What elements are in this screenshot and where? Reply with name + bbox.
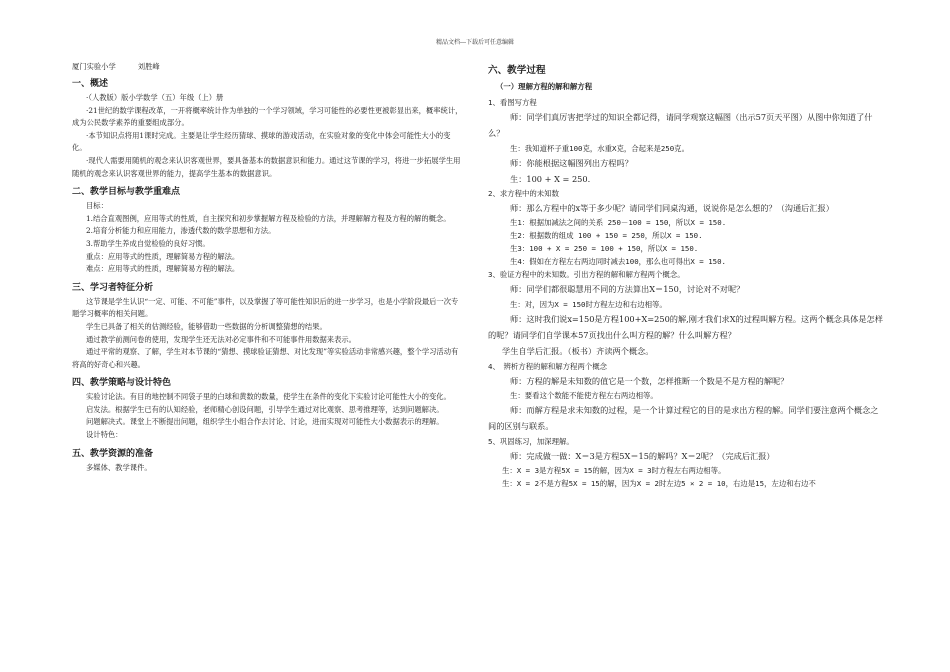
dialogue-line: 生4：假如在方程左右两边同时减去100，那么也可得出X = 150. (510, 257, 726, 267)
dialogue-line: 师：而解方程是求未知数的过程，是一个计算过程它的目的是求出方程的解。同学们要注意两个概念之间的区别与联系。 (488, 404, 879, 432)
dialogue-line: 师：你能根据这幅图列出方程吗？ (510, 157, 633, 168)
dialogue-line: 师：同学们都很聪慧用不同的方法算出X＝150，讨论对不对呢？ (510, 284, 745, 295)
step-heading: 2、求方程中的未知数 (488, 189, 559, 199)
section-goals-title: 二、教学目标与教学重难点 (72, 187, 181, 198)
dialogue-line: 生2：根据数的组成 100 + 150 = 250，所以X = 150. (510, 231, 703, 241)
overview-paragraph: ·21世纪的数学课程改革，一开将概率统计作为单独的一个学习领域，学习可能性的必要性更被彰显出来，概率统计，成为公民数学素养的重要组成部分。 (72, 105, 463, 128)
learner-paragraph: 通过平常的观察、了解，学生对本节课的“猜想、摸球验证猜想、对比发现”等实验活动非常感兴趣，整个学习活动有将高的好奇心和兴趣。 (72, 347, 459, 369)
learner-paragraph: 通过教学前测问卷的使用，发现学生还无法对必定事件和不可能事件用数据来表示。 (86, 334, 356, 344)
strategy-paragraph: 启发法。根据学生已有的认知经验，老师精心创设问题，引导学生通过对比观察、思考推理等，达到问题解决。 (86, 404, 444, 414)
left-column (72, 62, 464, 474)
dialogue-line: 师：完成做一做：X＝3是方程5X＝15的解吗？X＝2呢？（完成后汇报） (510, 450, 775, 461)
goals-label: 目标： (86, 201, 108, 211)
section-process-title: 六、教学过程 (488, 65, 546, 76)
dialogue-line: 生：X = 3是方程5X = 15的解，因为X = 3时方程左右两边相等。 (502, 465, 726, 475)
strategy-paragraph: 设计特色： (86, 430, 123, 440)
goal-item: 1.结合直观图例，应用等式的性质，自主探究和初步掌握解方程及检验的方法，并理解解方程及方程的解的概念。 (86, 213, 451, 223)
dialogue-line: 生：X = 2不是方程5X = 15的解，因为X = 2时左边5 × 2 = 10，右边是15，左边和右边不 (502, 478, 816, 488)
dialogue-line: 生3：100 + X = 250 = 100 + 150，所以X = 150. (510, 244, 699, 254)
step-heading: 1、看图写方程 (488, 98, 537, 107)
step-heading: 5、巩固练习，加深理解。 (488, 436, 574, 446)
dialogue-line: 生：100 + X = 250. (510, 173, 591, 184)
author-name: 刘胜峰 (137, 62, 160, 71)
page-header: 精品文档---下载后可任意编辑 (435, 39, 515, 46)
resources-paragraph: 多媒体、教学课件。 (86, 462, 152, 472)
step-heading: 4、 辨析方程的解和解方程两个概念 (488, 361, 608, 371)
dialogue-line: 学生自学后汇报。（板书）齐读两个概念。 (502, 346, 654, 357)
dialogue-line: 生：我知道杯子重100克，水重X克，合起来是250克。 (510, 143, 689, 153)
overview-paragraph: ·现代人需要用随机的观念来认识客观世界，要具备基本的数据意识和能力。通过这节课的学习，将进一步拓展学生用随机的观念来认识客观世界的能力，提高学生基本的数据意识。 (72, 155, 461, 178)
dialogue-line: 生1：根据加减法之间的关系 250－100 = 150，所以X = 150. (510, 218, 727, 228)
author-line (72, 62, 464, 72)
section-resources-title: 五、教学资源的准备 (72, 448, 154, 459)
overview-paragraph: ·（人教版）版小学数学（五）年级（上）册 (86, 93, 224, 102)
right-column (488, 62, 883, 490)
section-learner-title: 三、学习者特征分析 (72, 282, 154, 293)
section-overview-title: 一、概述 (72, 79, 109, 89)
dialogue-line: 生：对，因为X = 150时方程左边和右边相等。 (510, 299, 667, 309)
goal-item: 3.帮助学生养成自觉检验的良好习惯。 (86, 238, 210, 248)
dialogue-line: 师：同学们真厉害把学过的知识全都记得，请同学观察这幅图（出示57页天平图）从图中你知道了什么？ (488, 112, 873, 139)
key-point: 重点：应用等式的性质，理解简易方程的解法。 (86, 251, 240, 261)
process-subtitle: （一）理解方程的解和解方程 (496, 82, 593, 91)
learner-paragraph: 学生已具备了相关的估测经验，能够借助一些数据的分析调整猜想的结果。 (86, 321, 327, 331)
overview-paragraph: ·本节知识点将用1课时完成。主要是让学生经历猜球、摸球的游戏活动，在实验对象的变化中体会可能性大小的变化。 (72, 130, 451, 153)
school-name: 厦门实验小学 (72, 62, 116, 71)
strategy-paragraph: 实验讨论法。有目的地控制不同袋子里的白球和黄数的数量，使学生在条件的变化下实验讨论可能性大小的变化。 (86, 392, 451, 402)
dialogue-line: 师：那么方程中的x等于多少呢？请同学们同桌沟通，说说你是怎么想的？（沟通后汇报） (510, 203, 834, 214)
step-heading: 3、验证方程中的未知数。引出方程的解和解方程两个概念。 (488, 270, 685, 280)
dialogue-line: 生：要看这个数能不能使方程左右两边相等。 (510, 390, 658, 400)
difficult-point: 难点：应用等式的性质，理解简易方程的解法。 (86, 264, 240, 274)
dialogue-line: 师：方程的解是未知数的值它是一个数，怎样推断一个数是不是方程的解呢？ (510, 375, 789, 386)
section-strategy-title: 四、教学策略与设计特色 (72, 378, 172, 389)
strategy-paragraph: 问题解决式。课堂上不断提出问题，组织学生小组合作去讨论、讨论，进而实现对可能性大小数据表示的理解。 (86, 417, 444, 427)
dialogue-line: 师：这时我们说x=150是方程100+X=250的解,刚才我们求X的过程叫解方程。这两个概念具体是怎样的呢？请同学们自学课本57页找出什么叫方程的解？什么叫解方程？ (488, 313, 883, 341)
goal-item: 2.培育分析能力和应用能力，渗透代数的数学思想和方法。 (86, 226, 276, 236)
learner-paragraph: 这节课是学生认识“一定、可能、不可能”事件，以及掌握了等可能性知识后的进一步学习，也是小学阶段最后一次专题学习概率的相关问题。 (72, 296, 459, 319)
